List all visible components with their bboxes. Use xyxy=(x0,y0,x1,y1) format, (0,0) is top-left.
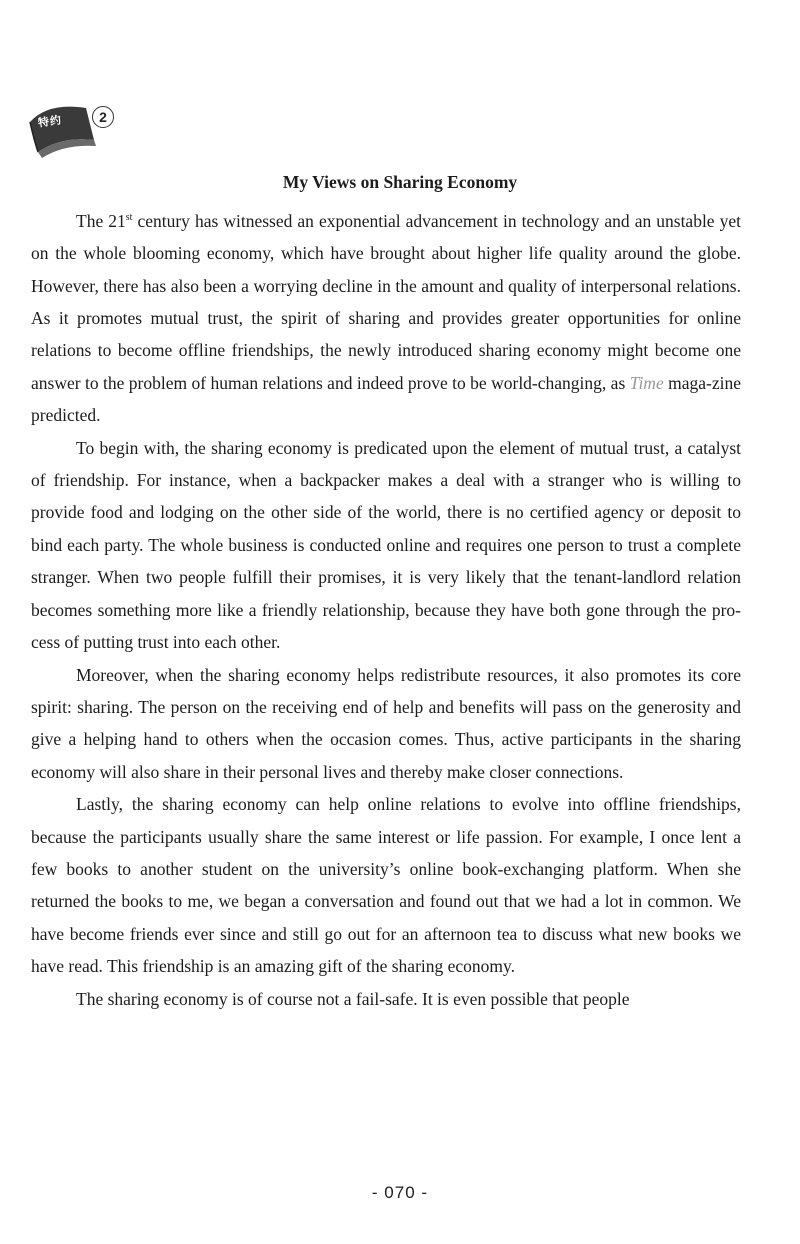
paragraph: The 21st century has witnessed an exponential advancement in technology and an unstable yet on the whole blooming economy, which have brought about higher life quality around the globe. However, there has also been a worrying decline in the amount and quality of interpersonal relations. As it promotes mutual trust, the spirit of sharing and provides greater opportunities for online relations to become offline friendships, the newly introduced sharing economy might become one answer to the problem of human relations and indeed prove to be world-changing, as Time maga-zine predicted. xyxy=(31,210,741,426)
magazine-name: Time xyxy=(629,372,664,393)
paragraph: To begin with, the sharing economy is predicated upon the element of mutual trust, a catalyst of friendship. For instance, when a backpacker makes a deal with a stranger who is willing to provide food and lodging on the other side of the world, there is no certified agency or deposit to bind each party. The whole business is conducted online and requires one person to trust a complete stranger. When two people fulfill their promises, it is very likely that the tenant-landlord relation becomes something more like a friendly relationship, because they have both gone through the process of putting trust into each other. xyxy=(31,437,741,653)
section-badge xyxy=(28,100,128,160)
badge-number: 2 xyxy=(92,106,114,128)
paragraph: Lastly, the sharing economy can help online relations to evolve into offline friendships, because the participants usually share the same interest or life passion. For example, I once lent a few books to another student on the university’s online book-exchanging platform. When she returned the books to me, we began a conversation and found out that we had a lot in common. We have become friends ever since and still go out for an afternoon tea to discuss what new books we have read. This friendship is an amazing gift of the sharing economy. xyxy=(31,794,741,977)
paragraph: Moreover, when the sharing economy helps redistribute resources, it also promotes its core spirit: sharing. The person on the receiving end of help and benefits will pass on the generosity and give a helping hand to others when the occasion comes. Thus, active participants in the sharing economy will also share in their personal lives and thereby make closer connections. xyxy=(31,664,741,782)
paragraph: The sharing economy is of course not a fail-safe. It is even possible that people xyxy=(76,988,630,1009)
page-number: - 070 - xyxy=(371,1183,429,1202)
page-title: My Views on Sharing Economy xyxy=(282,172,518,192)
badge-label: 特约 xyxy=(37,113,63,130)
article-body xyxy=(31,202,741,1015)
